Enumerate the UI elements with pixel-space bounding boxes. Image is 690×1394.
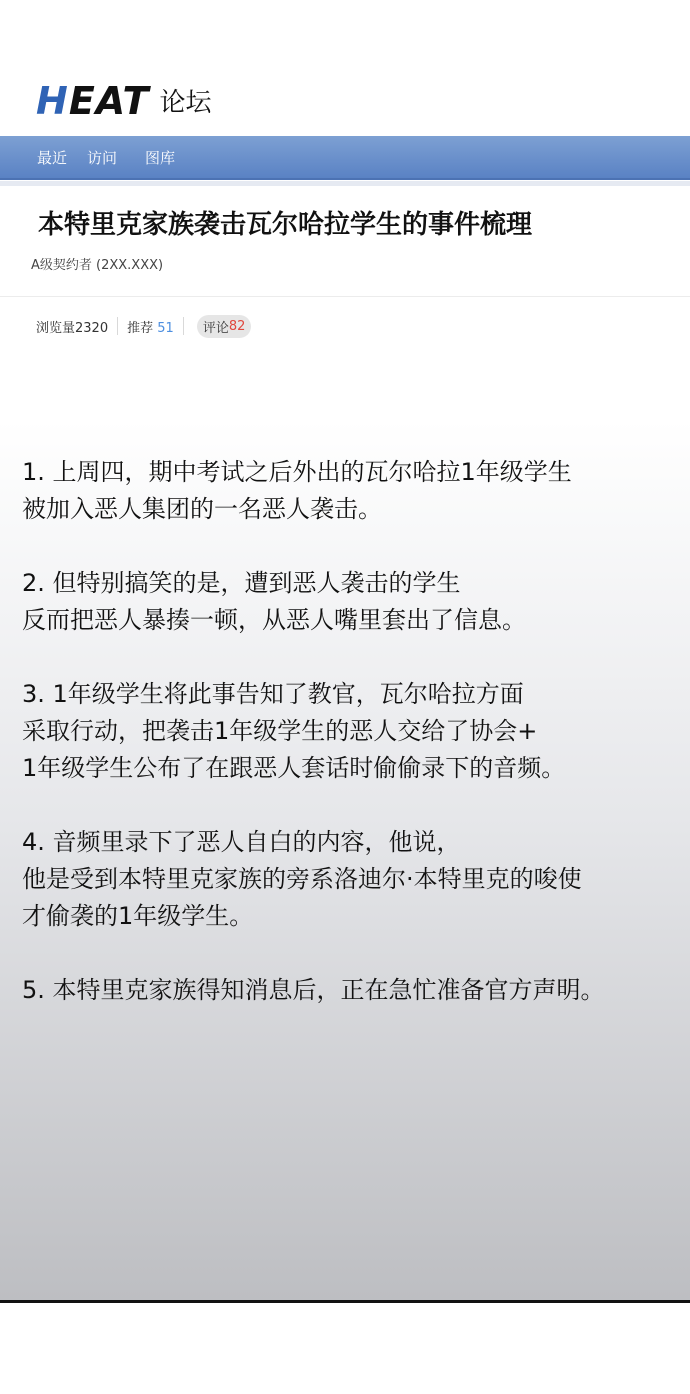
list-item [22,454,682,528]
logo-letters-eat: EAT [68,79,150,123]
nav-bar [0,136,690,180]
recommend-stat[interactable] [127,317,174,336]
point-line: 5. 本特里克家族得知消息后，正在急忙准备官方声明。 [22,976,605,1004]
point-line: 4. 音频里录下了恶人自白的内容，他说， [22,828,461,856]
views-value: 2320 [75,320,109,336]
logo-forum-label: 论坛 [159,88,212,119]
site-logo[interactable] [36,74,212,123]
header-divider [0,296,690,297]
comments-button[interactable] [197,315,252,338]
point-line: 2. 但特别搞笑的是，遭到恶人袭击的学生 [22,569,461,597]
panel-bottom-border [0,1300,690,1303]
point-line: 3. 1年级学生将此事告知了教官，瓦尔哈拉方面 [22,680,524,708]
post-stats [36,313,251,339]
views-stat [36,317,108,336]
comments-value: 82 [228,318,246,334]
comments-label: 评论 [202,320,229,336]
list-item [22,676,682,787]
point-line: 他是受到本特里克家族的旁系洛迪尔·本特里克的唆使 [22,865,582,893]
views-label: 浏览量 [36,320,76,336]
recommend-label: 推荐 [127,320,154,336]
list-item [22,824,682,935]
post-author[interactable]: A级契约者 (2XX.XXX) [31,258,164,273]
post-body [22,454,682,1046]
post-title: 本特里克家族袭击瓦尔哈拉学生的事件梳理 [38,210,533,240]
point-line: 才偷袭的1年级学生。 [22,902,254,930]
point-line: 1. 上周四，期中考试之后外出的瓦尔哈拉1年级学生 [22,458,572,486]
logo-wordmark [36,79,150,123]
nav-item-visit[interactable]: 访问 [87,148,118,167]
list-item [22,972,682,1009]
nav-item-gallery[interactable]: 图库 [145,148,176,167]
point-line: 反而把恶人暴揍一顿，从恶人嘴里套出了信息。 [22,606,526,634]
list-item [22,565,682,639]
point-line: 1年级学生公布了在跟恶人套话时偷偷录下的音频。 [22,754,566,782]
nav-item-recent[interactable]: 最近 [37,148,68,167]
point-line: 被加入恶人集团的一名恶人袭击。 [22,495,382,523]
stat-divider [117,317,118,335]
recommend-value: 51 [157,320,174,336]
nav-shadow [0,181,690,186]
logo-letter-h: H [36,79,69,123]
stat-divider [183,317,184,335]
point-line: 采取行动，把袭击1年级学生的恶人交给了协会+ [22,717,538,745]
